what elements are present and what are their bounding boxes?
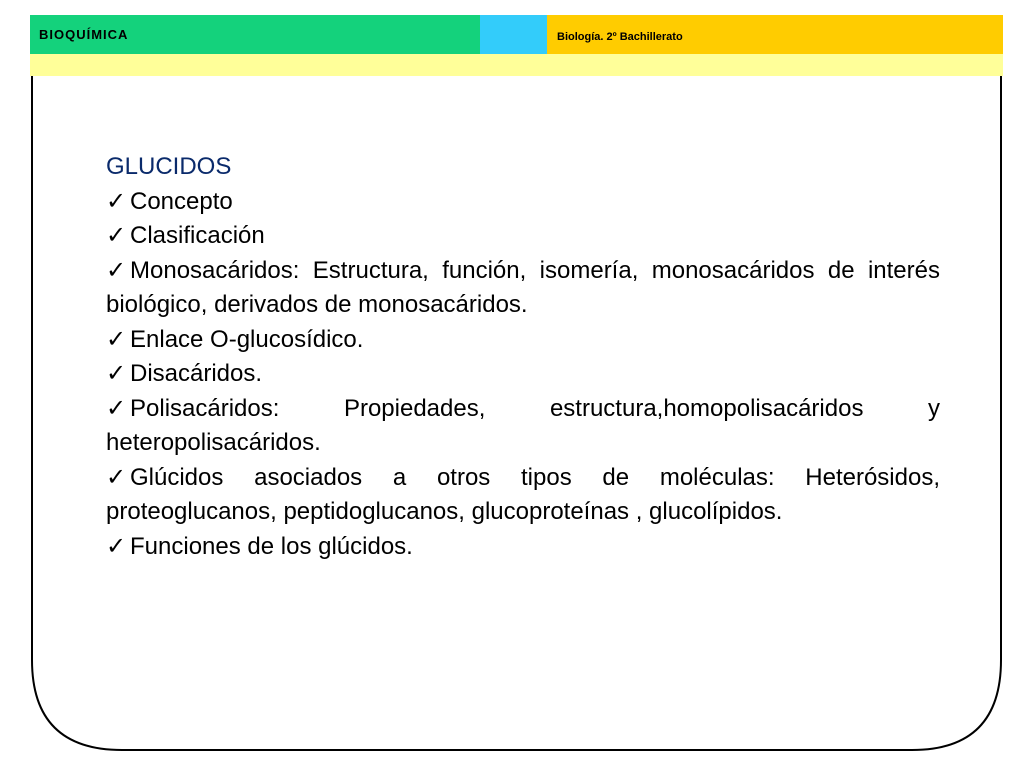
bullet-text: Disacáridos. bbox=[130, 360, 263, 387]
bullet-polisacaridos bbox=[106, 392, 940, 461]
bullet-text: Monosacáridos: Estructura, función, isomería, monosacáridos de interés biológico, derivados de monosacáridos. bbox=[106, 256, 940, 318]
bullet-text: Enlace O-glucosídico. bbox=[130, 325, 364, 353]
bullet-text: Clasificación bbox=[130, 222, 265, 249]
slide-content bbox=[106, 150, 940, 564]
check-mark-icon: ✓ bbox=[106, 222, 127, 249]
check-mark-icon: ✓ bbox=[106, 256, 127, 284]
header-subtitle: Biología. 2º Bachillerato bbox=[557, 31, 683, 43]
bullet-text: Glúcidos asociados a otros tipos de moléculas: Heterósidos, proteoglucanos, peptidoglucanos, glucoproteínas , glucolípidos. bbox=[106, 463, 940, 525]
bullet-enlace-o-glucosidico bbox=[106, 323, 940, 358]
bullet-disacaridos bbox=[106, 357, 940, 392]
bullet-glucidos-asociados bbox=[106, 461, 940, 530]
check-mark-icon: ✓ bbox=[106, 532, 127, 560]
check-mark-icon: ✓ bbox=[106, 463, 127, 491]
header-strip-light-yellow bbox=[30, 54, 1003, 76]
bullet-text: Polisacáridos: Propiedades, estructura,homopolisacáridos y heteropolisacáridos. bbox=[106, 394, 940, 456]
header-title: BIOQUÍMICA bbox=[39, 27, 129, 42]
bullet-concepto bbox=[106, 185, 940, 220]
check-mark-icon: ✓ bbox=[106, 360, 127, 387]
bullet-clasificacion bbox=[106, 219, 940, 254]
bullet-text: Concepto bbox=[130, 187, 233, 215]
check-mark-icon: ✓ bbox=[106, 325, 127, 353]
check-mark-icon: ✓ bbox=[106, 394, 127, 422]
bullet-funciones bbox=[106, 530, 940, 565]
bullet-monosacaridos bbox=[106, 254, 940, 323]
check-mark-icon: ✓ bbox=[106, 187, 127, 215]
slide-heading: GLUCIDOS bbox=[106, 153, 232, 180]
bullet-text: Funciones de los glúcidos. bbox=[130, 532, 413, 560]
header-band-cyan bbox=[480, 15, 547, 54]
